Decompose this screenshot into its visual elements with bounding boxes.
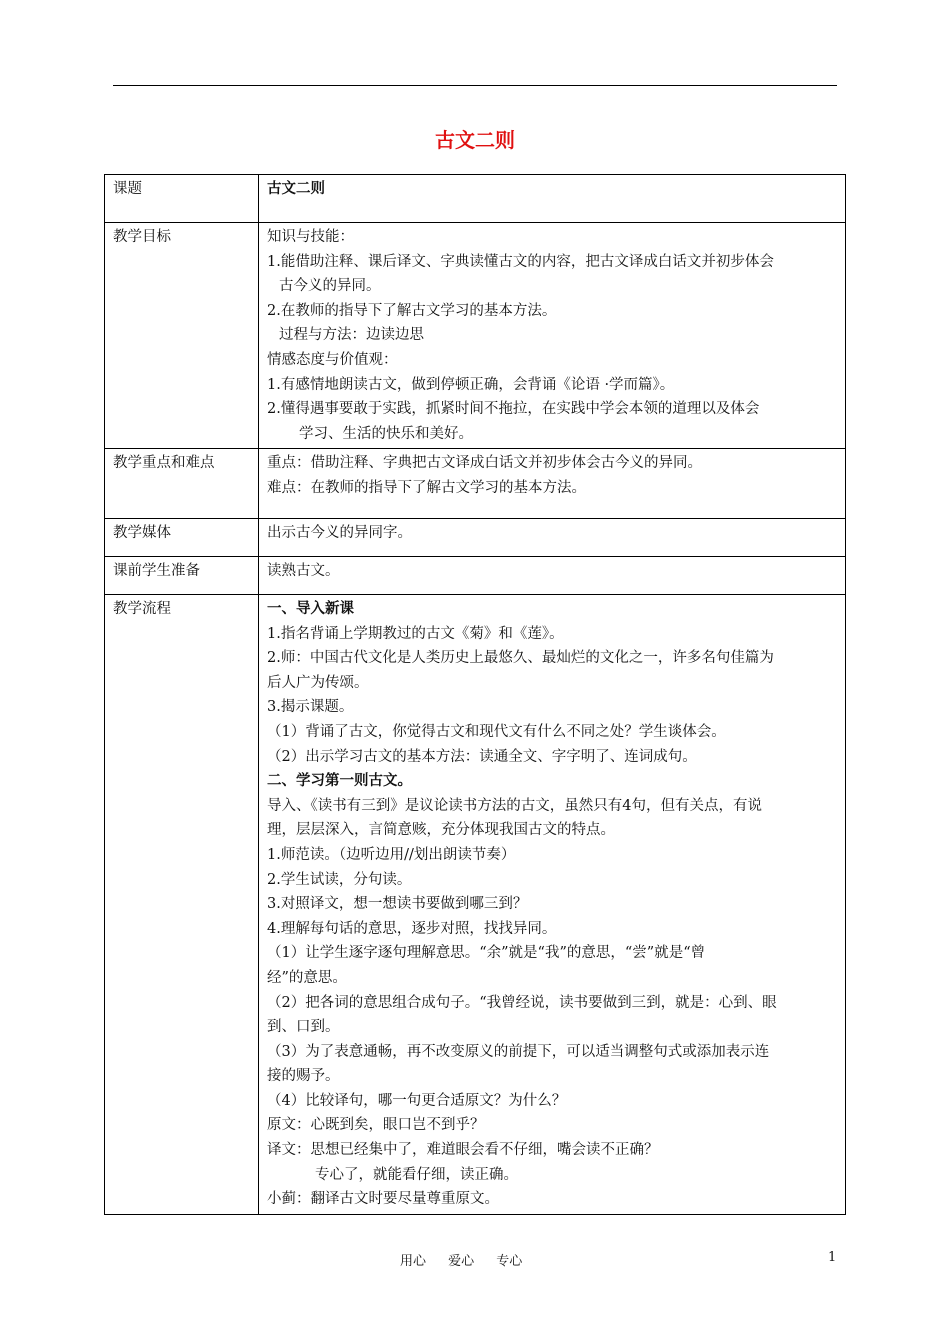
content-line: 理，层层深入，言简意赅，充分体现我国古文的特点。 <box>267 822 615 839</box>
content-line: 学习、生活的快乐和美好。 <box>299 425 473 442</box>
content-line: 2.学生试读，分句读。 <box>267 871 412 888</box>
content-line: 古今义的异同。 <box>279 278 381 295</box>
row-topic <box>105 175 846 223</box>
lesson-plan-table <box>104 174 846 1215</box>
content-line: 3.揭示课题。 <box>267 699 354 716</box>
content-line: 读熟古文。 <box>267 563 340 579</box>
content-line: 知识与技能： <box>267 229 354 245</box>
content-line: 导入、《读书有三到》是议论读书方法的古文，虽然只有4句，但有关点，有说 <box>267 797 762 814</box>
content-line: 过程与方法：边读边思 <box>279 327 424 344</box>
content-line: 情感态度与价值观： <box>267 351 398 368</box>
row-preparation <box>105 557 846 595</box>
row-process <box>105 595 846 1215</box>
content-line: 难点：在教师的指导下了解古文学习的基本方法。 <box>267 479 586 496</box>
header-rule <box>113 85 837 86</box>
content-line: 专心了，就能看仔细，读正确。 <box>315 1166 518 1183</box>
row-label: 教学目标 <box>105 223 259 449</box>
row-media <box>105 519 846 557</box>
page-number: 1 <box>828 1250 837 1265</box>
content-line: 古文二则 <box>267 181 325 197</box>
content-line: 后人广为传颂。 <box>267 674 369 691</box>
content-line: 1.能借助注释、课后译文、字典读懂古文的内容，把古文译成白话文并初步体会 <box>267 253 774 270</box>
row-label: 教学媒体 <box>105 519 259 557</box>
content-line: （2）把各词的意思组合成句子。“我曾经说，读书要做到三到，就是：心到、眼 <box>267 994 777 1011</box>
content-line: 到、口到。 <box>267 1019 340 1036</box>
content-line: 经”的意思。 <box>267 969 347 986</box>
row-label: 课前学生准备 <box>105 557 259 595</box>
row-objectives <box>105 223 846 449</box>
content-line: 3.对照译文，想一想读书要做到哪三到？ <box>267 896 528 913</box>
content-line: 1.指名背诵上学期教过的古文《菊》和《莲》。 <box>267 625 564 642</box>
content-line: 2.懂得遇事要敢于实践，抓紧时间不拖拉，在实践中学会本领的道理以及体会 <box>267 401 760 418</box>
content-line: 二、学习第一则古文。 <box>267 773 412 790</box>
content-line: （4）比较译句，哪一句更合适原文？为什么？ <box>267 1092 567 1109</box>
content-line: 1.师范读。（边听边用//划出朗读节奏） <box>267 846 516 863</box>
content-line: 原文：心既到矣，眼口岂不到乎？ <box>267 1117 485 1134</box>
content-line: 2.在教师的指导下了解古文学习的基本方法。 <box>267 302 557 319</box>
content-line: （1）背诵了古文，你觉得古文和现代文有什么不同之处？学生谈体会。 <box>267 723 726 740</box>
content-line: 一、导入新课 <box>267 601 354 617</box>
row-content <box>259 175 846 223</box>
content-line: 小蓟：翻译古文时要尽量尊重原文。 <box>267 1191 499 1208</box>
row-key-points <box>105 449 846 519</box>
footer-motto: 用心 爱心 专心 <box>400 1254 523 1269</box>
content-line: （3）为了表意通畅，再不改变原义的前提下，可以适当调整句式或添加表示连 <box>267 1043 770 1060</box>
row-label: 教学重点和难点 <box>105 449 259 519</box>
content-line: 出示古今义的异同字。 <box>267 525 412 541</box>
content-line: 接的赐予。 <box>267 1068 340 1085</box>
row-content <box>259 519 846 557</box>
document-title: 古文二则 <box>435 128 515 152</box>
content-line: 译文：思想已经集中了，难道眼会看不仔细，嘴会读不正确？ <box>267 1142 659 1159</box>
row-label: 教学流程 <box>105 595 259 1215</box>
row-label: 课题 <box>105 175 259 223</box>
content-line: 2.师：中国古代文化是人类历史上最悠久、最灿烂的文化之一，许多名句佳篇为 <box>267 650 774 667</box>
content-line: 1.有感情地朗读古文，做到停顿正确，会背诵《论语 ·学而篇》。 <box>267 376 675 393</box>
row-content <box>259 223 846 449</box>
row-content <box>259 449 846 519</box>
content-line: （2）出示学习古文的基本方法：读通全文、字字明了、连词成句。 <box>267 748 697 765</box>
row-content <box>259 595 846 1215</box>
content-line: （1）让学生逐字逐句理解意思。“余”就是“我”的意思，“尝”就是“曾 <box>267 945 706 962</box>
content-line: 4.理解每句话的意思，逐步对照，找找异同。 <box>267 920 557 937</box>
content-line: 重点：借助注释、字典把古文译成白话文并初步体会古今义的异同。 <box>267 455 702 471</box>
row-content <box>259 557 846 595</box>
